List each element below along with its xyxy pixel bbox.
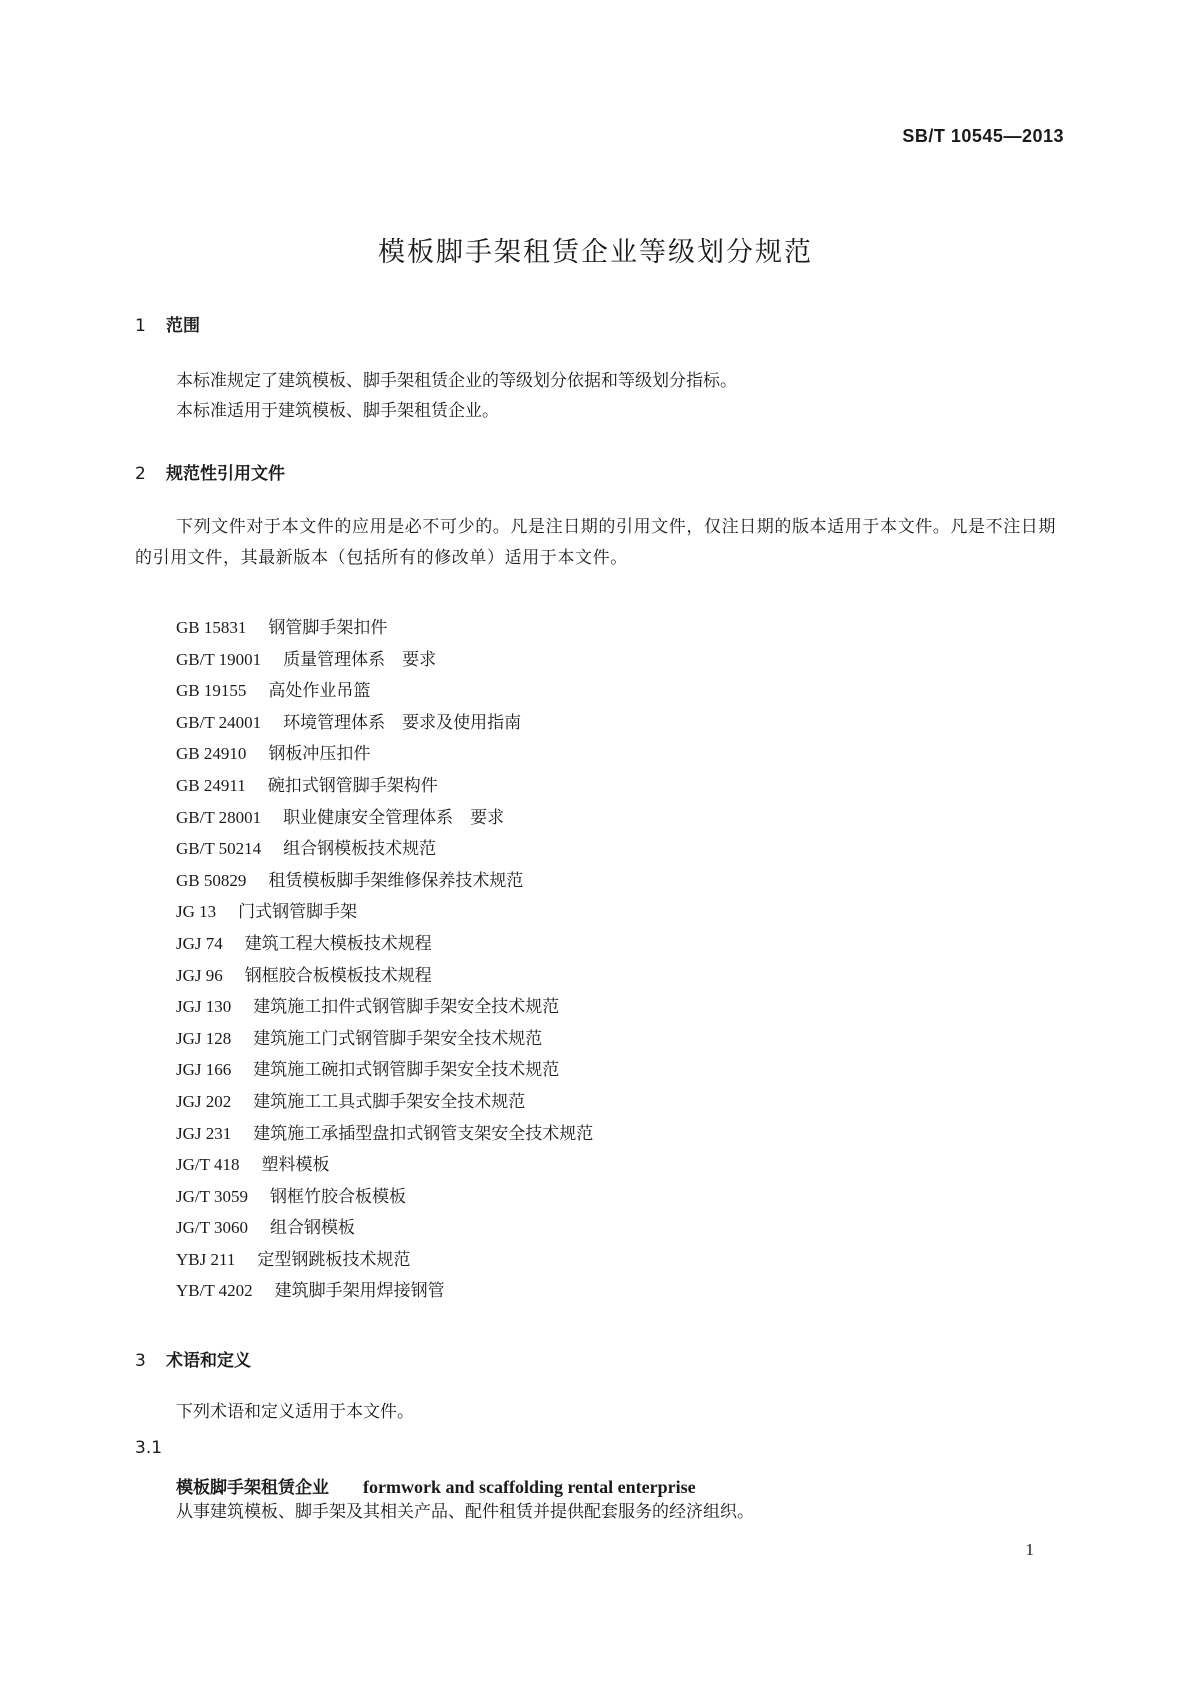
clause-number: 3.1 [135, 1438, 163, 1458]
reference-title: 质量管理体系 要求 [283, 649, 437, 670]
reference-code: GB 50829 [176, 870, 247, 890]
reference-title: 建筑施工门式钢管脚手架安全技术规范 [253, 1028, 543, 1049]
page-number: 1 [1025, 1540, 1034, 1559]
reference-title: 建筑施工碗扣式钢管脚手架安全技术规范 [253, 1060, 560, 1081]
reference-title: 环境管理体系 要求及使用指南 [283, 712, 522, 733]
reference-code: YBJ 211 [176, 1249, 236, 1269]
term-chinese: 模板脚手架租赁企业 [176, 1478, 329, 1498]
term-english: formwork and scaffolding rental enterprise [363, 1477, 696, 1497]
reference-item [176, 802, 593, 834]
reference-item [176, 1275, 593, 1307]
reference-title: 高处作业吊篮 [268, 681, 371, 702]
reference-code: GB/T 24001 [176, 712, 262, 732]
reference-item [176, 644, 593, 676]
reference-code: GB 15831 [176, 618, 247, 637]
reference-item [176, 1181, 593, 1213]
reference-item [176, 991, 593, 1023]
reference-code: GB 19155 [176, 681, 247, 701]
reference-title: 职业健康安全管理体系 要求 [283, 807, 505, 828]
reference-title: 建筑施工扣件式钢管脚手架安全技术规范 [253, 997, 560, 1018]
reference-item [176, 833, 593, 865]
reference-code: JG 13 [176, 902, 217, 922]
reference-code: JGJ 74 [176, 933, 223, 953]
section-3-heading [135, 1346, 251, 1371]
reference-title: 钢框竹胶合板模板 [269, 1186, 406, 1207]
reference-item [176, 1212, 593, 1244]
normative-references-list [176, 612, 593, 1307]
reference-item [176, 612, 593, 644]
term-entry [176, 1473, 696, 1498]
section-1-paragraph-1: 本标准规定了建筑模板、脚手架租赁企业的等级划分依据和等级划分指标。 [176, 371, 737, 391]
term-definition: 从事建筑模板、脚手架及其相关产品、配件租赁并提供配套服务的经济组织。 [176, 1502, 754, 1522]
reference-code: YB/T 4202 [176, 1281, 253, 1301]
reference-code: GB/T 50214 [176, 839, 262, 859]
reference-item [176, 928, 593, 960]
reference-title: 钢板冲压扣件 [268, 744, 371, 765]
section-2-heading [135, 459, 285, 484]
reference-title: 建筑脚手架用焊接钢管 [274, 1281, 445, 1302]
reference-title: 建筑工程大模板技术规程 [244, 933, 432, 954]
section-3-title: 术语和定义 [166, 1351, 251, 1371]
reference-title: 组合钢模板 [269, 1218, 355, 1239]
document-title: 模板脚手架租赁企业等级划分规范 [378, 237, 813, 268]
reference-item [176, 896, 593, 928]
standard-code: SB/T 10545—2013 [902, 126, 1064, 146]
reference-code: GB 24911 [176, 775, 246, 795]
section-3-intro: 下列术语和定义适用于本文件。 [176, 1402, 414, 1422]
reference-item [176, 770, 593, 802]
section-2-intro: 下列文件对于本文件的应用是必不可少的。凡是注日期的引用文件，仅注日期的版本适用于本文件。凡是不注日期的引用文件，其最新版本（包括所有的修改单）适用于本文件。 [135, 517, 1056, 568]
reference-code: JGJ 96 [176, 965, 223, 985]
reference-code: JGJ 231 [176, 1123, 232, 1143]
reference-title: 建筑施工工具式脚手架安全技术规范 [253, 1091, 526, 1112]
reference-code: GB/T 28001 [176, 807, 262, 827]
section-1-number: 1 [135, 316, 146, 336]
section-1-heading [135, 311, 200, 336]
reference-code: JG/T 418 [176, 1155, 240, 1175]
reference-item [176, 1118, 593, 1150]
reference-title: 钢管脚手架扣件 [268, 618, 388, 638]
reference-code: GB/T 19001 [176, 649, 262, 669]
reference-title: 定型钢跳板技术规范 [257, 1249, 411, 1270]
section-2-number: 2 [135, 464, 146, 484]
section-3-number: 3 [135, 1351, 146, 1371]
reference-item [176, 1086, 593, 1118]
reference-item [176, 1149, 593, 1181]
reference-title: 租赁模板脚手架维修保养技术规范 [268, 870, 524, 891]
section-1-paragraph-2: 本标准适用于建筑模板、脚手架租赁企业。 [176, 401, 499, 421]
reference-title: 塑料模板 [261, 1155, 330, 1176]
reference-item [176, 865, 593, 897]
reference-code: JG/T 3059 [176, 1186, 248, 1206]
reference-code: JG/T 3060 [176, 1218, 248, 1238]
reference-code: GB 24910 [176, 744, 247, 764]
reference-item [176, 675, 593, 707]
reference-item [176, 738, 593, 770]
reference-item [176, 1023, 593, 1055]
reference-title: 组合钢模板技术规范 [283, 839, 437, 860]
section-2-title: 规范性引用文件 [166, 464, 285, 484]
reference-item [176, 1244, 593, 1276]
reference-title: 碗扣式钢管脚手架构件 [267, 775, 438, 796]
reference-title: 门式钢管脚手架 [238, 902, 358, 923]
reference-code: JGJ 202 [176, 1091, 232, 1111]
reference-code: JGJ 130 [176, 997, 232, 1017]
reference-title: 建筑施工承插型盘扣式钢管支架安全技术规范 [253, 1123, 594, 1144]
reference-code: JGJ 166 [176, 1060, 232, 1080]
reference-title: 钢框胶合板模板技术规程 [244, 965, 432, 986]
reference-item [176, 1054, 593, 1086]
reference-item [176, 707, 593, 739]
section-1-title: 范围 [166, 316, 200, 336]
reference-item [176, 960, 593, 992]
reference-code: JGJ 128 [176, 1028, 232, 1048]
